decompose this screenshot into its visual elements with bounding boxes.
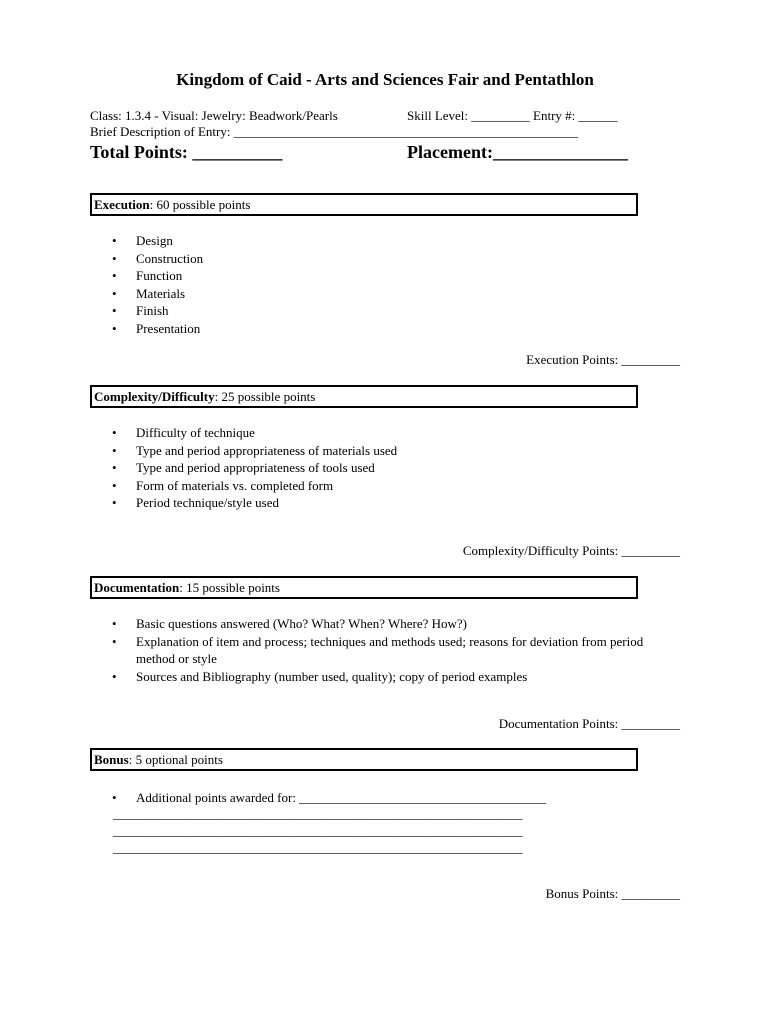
list-item: • Basic questions answered (Who? What? When? Where? How?): [108, 615, 643, 633]
skill-entry-line: Skill Level: _________ Entry #: ______: [407, 108, 618, 123]
description-line: Brief Description of Entry: _____________________________________________________: [90, 124, 579, 139]
page-title: Kingdom of Caid - Arts and Sciences Fair and Pentathlon: [176, 70, 594, 89]
list-item: • Construction: [108, 250, 203, 268]
documentation-header-box: [90, 576, 638, 599]
bonus-heading: Bonus: [94, 752, 129, 767]
execution-header-box: [90, 193, 638, 216]
complexity-heading: Complexity/Difficulty: [94, 389, 215, 404]
execution-points-line: Execution Points: _________: [526, 352, 680, 367]
execution-heading: Execution: [94, 197, 150, 212]
list-item: • Form of materials vs. completed form: [108, 477, 397, 495]
list-item: • Additional points awarded for: ______________________________________: [108, 789, 546, 807]
list-item-continuation: method or style: [136, 651, 217, 666]
bonus-blank-line: _______________________________________________________________: [113, 840, 523, 855]
documentation-heading: Documentation: [94, 580, 180, 595]
execution-list: [108, 232, 203, 337]
list-item: • Difficulty of technique: [108, 424, 397, 442]
list-item: • Type and period appropriateness of tools used: [108, 459, 397, 477]
list-item: • Presentation: [108, 320, 203, 338]
list-item: • Design: [108, 232, 203, 250]
list-item: • Explanation of item and process; techniques and methods used; reasons for deviation from period: [108, 633, 643, 651]
list-item: • Sources and Bibliography (number used, quality); copy of period examples: [108, 668, 643, 686]
placement-line: Placement:_______________: [407, 142, 628, 162]
class-line: Class: 1.3.4 - Visual: Jewelry: Beadwork/Pearls: [90, 108, 338, 123]
list-item: • Period technique/style used: [108, 494, 397, 512]
bonus-points-line: Bonus Points: _________: [545, 886, 680, 901]
complexity-header-box: [90, 385, 638, 408]
complexity-heading-rest: : 25 possible points: [214, 389, 316, 404]
documentation-list: [108, 615, 643, 685]
list-item: • Materials: [108, 285, 203, 303]
total-points-line: Total Points: __________: [90, 142, 283, 162]
bonus-blank-line: _______________________________________________________________: [113, 823, 523, 838]
documentation-heading-rest: : 15 possible points: [179, 580, 280, 595]
execution-heading-rest: : 60 possible points: [149, 197, 251, 212]
list-item: • Function: [108, 267, 203, 285]
documentation-points-line: Documentation Points: _________: [498, 716, 680, 731]
list-item: • Finish: [108, 302, 203, 320]
bonus-blank-line: _______________________________________________________________: [113, 806, 523, 821]
bonus-heading-rest: : 5 optional points: [128, 752, 223, 767]
bonus-header-box: [90, 748, 638, 771]
list-item: • Type and period appropriateness of materials used: [108, 442, 397, 460]
complexity-points-line: Complexity/Difficulty Points: _________: [462, 543, 680, 558]
complexity-list: [108, 424, 397, 512]
bonus-list: [108, 789, 546, 807]
